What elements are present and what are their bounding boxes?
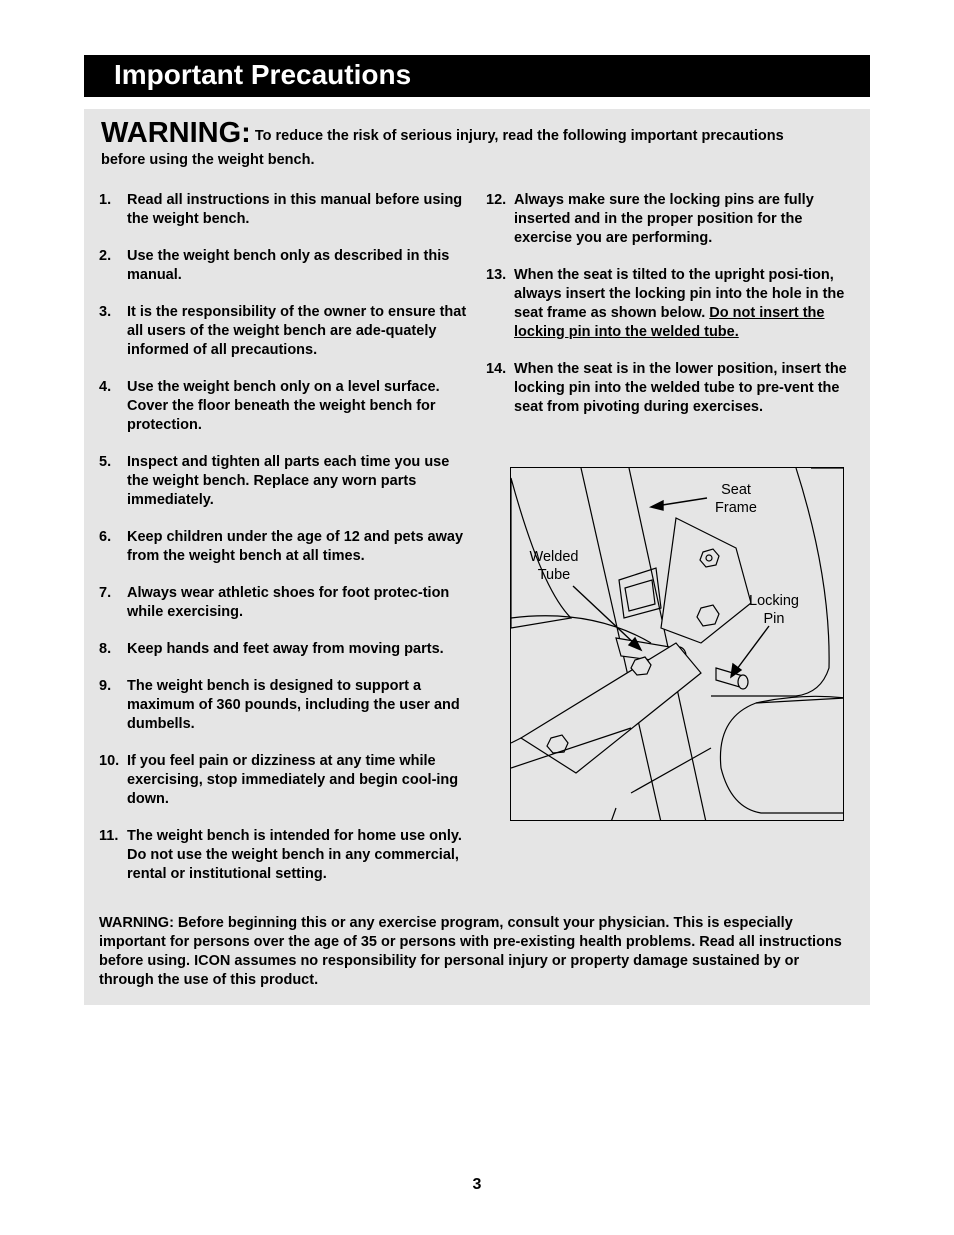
warning-label: WARNING: xyxy=(101,117,251,149)
bench-illustration xyxy=(511,468,844,821)
item-number: 1. xyxy=(99,192,112,208)
warning-intro-text: To reduce the risk of serious injury, read the following important precautions xyxy=(254,128,784,144)
section-title-bar xyxy=(84,55,870,97)
item-text: Inspect and tighten all parts each time you use the weight bench. Replace any worn parts immediately. xyxy=(127,454,450,508)
item-text: When the seat is tilted to the upright posi-tion, always insert the locking pin into the hole in the seat frame as shown below. xyxy=(514,267,845,321)
item-number: 13. xyxy=(486,267,507,283)
item-number: 7. xyxy=(99,585,112,601)
list-item xyxy=(99,247,471,285)
seat-frame-label-line2: Frame xyxy=(715,500,757,516)
item-number: 12. xyxy=(486,192,507,208)
item-emphasis: Do not insert the locking pin into the welded tube. xyxy=(514,305,825,340)
item-number: 2. xyxy=(99,248,112,264)
item-text: Use the weight bench only on a level surface. Cover the floor beneath the weight bench for protection. xyxy=(127,379,440,433)
precautions-list-right xyxy=(486,191,854,435)
item-number: 10. xyxy=(99,753,120,769)
item-text: Read all instructions in this manual before using the weight bench. xyxy=(127,192,463,227)
list-item xyxy=(99,191,471,229)
item-number: 11. xyxy=(99,828,119,844)
item-text: When the seat is in the lower position, insert the locking pin into the welded tube to pre-vent the seat from pivoting during exercises. xyxy=(514,361,847,415)
list-item xyxy=(486,360,854,417)
list-item xyxy=(486,266,854,342)
welded-tube-label-line2: Tube xyxy=(537,567,571,583)
seat-frame-label-line1: Seat xyxy=(721,482,751,498)
item-number: 8. xyxy=(99,641,112,657)
locking-pin-label xyxy=(741,592,807,628)
page-number: 3 xyxy=(472,1176,482,1193)
item-text: The weight bench is designed to support a maximum of 360 pounds, including the user and dumbells. xyxy=(127,678,460,732)
list-item xyxy=(99,453,471,510)
list-item xyxy=(99,640,471,659)
list-item xyxy=(99,677,471,734)
precautions-list-left xyxy=(99,191,471,902)
warning-intro-text-2: before using the weight bench. xyxy=(101,152,315,168)
welded-tube-label xyxy=(523,548,585,584)
page-title: Important Precautions xyxy=(114,59,412,90)
list-item xyxy=(486,191,854,248)
list-item xyxy=(99,584,471,622)
locking-pin-label-line1: Locking xyxy=(749,593,799,609)
list-item xyxy=(99,303,471,360)
item-text: If you feel pain or dizziness at any time while exercising, stop immediately and begin cool-ing down. xyxy=(127,753,459,807)
item-number: 9. xyxy=(99,678,112,694)
item-text: Use the weight bench only as described in this manual. xyxy=(127,248,450,283)
item-text: The weight bench is intended for home use only. Do not use the weight bench in any commercial, rental or institutional setting. xyxy=(127,828,462,882)
list-item xyxy=(99,827,471,884)
bottom-warning: WARNING: Before beginning this or any exercise program, consult your physician. This is especially important for persons over the age of 35 or persons with pre-existing health problems. Read all instructions before using. ICON assumes no responsibility for personal injury or property damage sustained by or through the use of this product. xyxy=(99,915,842,988)
item-text: Always make sure the locking pins are fully inserted and in the proper position for the exercise you are performing. xyxy=(514,192,814,246)
locking-pin-diagram xyxy=(510,467,844,821)
welded-tube-label-line1: Welded xyxy=(529,549,579,565)
item-text: Keep hands and feet away from moving parts. xyxy=(127,641,444,657)
list-item xyxy=(99,752,471,809)
item-text: Always wear athletic shoes for foot protec-tion while exercising. xyxy=(127,585,450,620)
item-number: 3. xyxy=(99,304,112,320)
seat-frame-label xyxy=(706,481,766,517)
item-number: 5. xyxy=(99,454,112,470)
locking-pin-label-line2: Pin xyxy=(763,611,785,627)
item-number: 4. xyxy=(99,379,112,395)
warning-intro xyxy=(101,116,841,170)
list-item xyxy=(99,528,471,566)
item-number: 6. xyxy=(99,529,112,545)
item-number: 14. xyxy=(486,361,507,377)
item-text: Keep children under the age of 12 and pets away from the weight bench at all times. xyxy=(127,529,464,564)
item-text: It is the responsibility of the owner to ensure that all users of the weight bench are ade-quately informed of all precautions. xyxy=(127,304,467,358)
list-item xyxy=(99,378,471,435)
